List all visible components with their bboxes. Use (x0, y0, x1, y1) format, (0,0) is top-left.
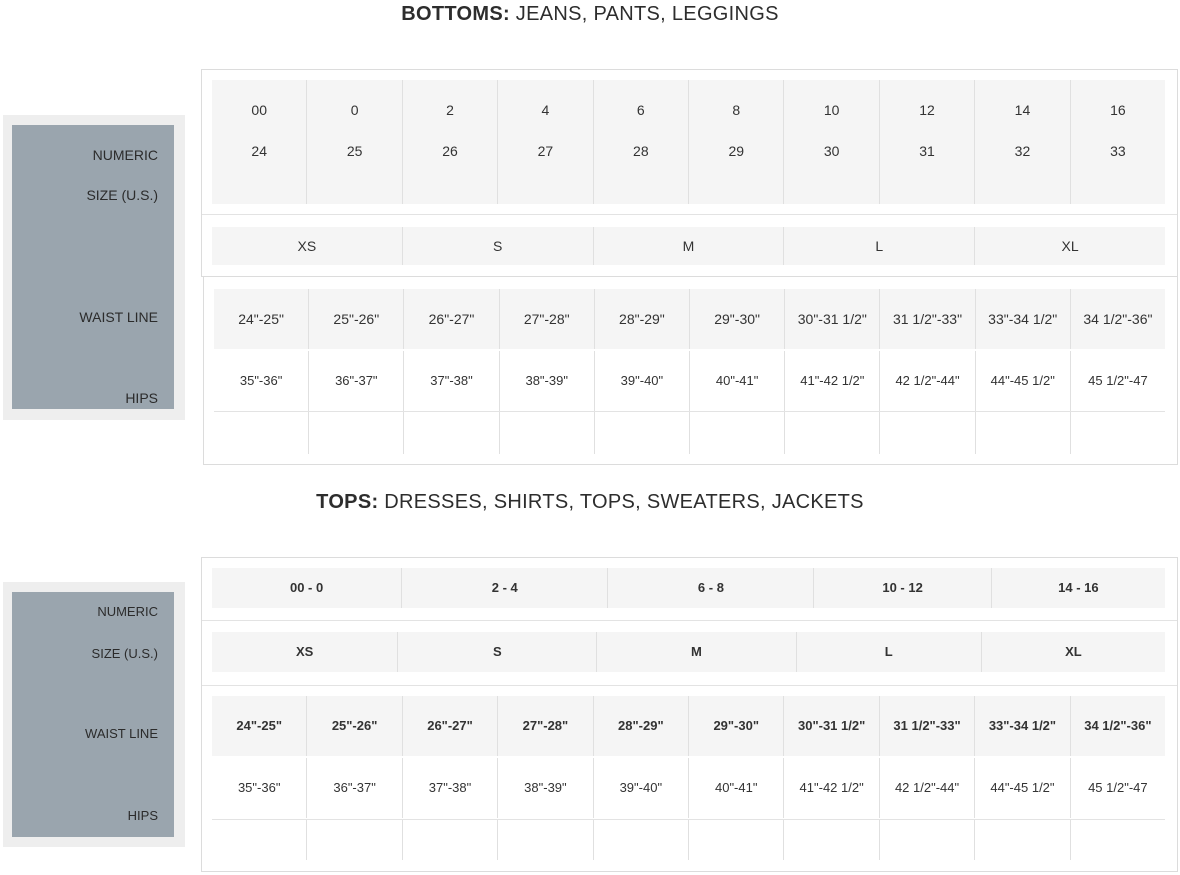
empty-cell (403, 820, 498, 860)
bottoms-hips-cell: 40"-41" (690, 351, 785, 411)
empty-cell (785, 412, 880, 454)
bottoms-hips-cell: 35"-36" (214, 351, 309, 411)
tops-numeric-cell: 2 - 4 (402, 568, 608, 608)
empty-cell (404, 412, 499, 454)
tops-size-label: SIZE (U.S.) (91, 646, 158, 661)
bottoms-hips-cell: 45 1/2"-47 (1088, 373, 1148, 388)
tops-letter-cell: M (597, 632, 796, 672)
bottoms-size-label: SIZE (U.S.) (86, 187, 158, 203)
tops-divider-2 (202, 685, 1177, 686)
empty-cell (976, 412, 1071, 454)
empty-cell (880, 820, 975, 860)
tops-hips-cell: 41"-42 1/2" (784, 758, 879, 818)
tops-waist-cell: 24"-25" (212, 696, 307, 756)
tops-waist-label: WAIST LINE (85, 726, 158, 741)
tops-letter-cell: XL (1065, 644, 1082, 659)
tops-waist-cell: 26"-27" (403, 696, 498, 756)
bottoms-numeric-cell: 8 29 (689, 80, 784, 204)
empty-cell (1071, 412, 1165, 454)
empty-cell (500, 412, 595, 454)
bottoms-title (0, 3, 1180, 26)
bottoms-numeric-cell: 14 32 (975, 80, 1070, 204)
tops-hips-cell: 45 1/2"-47 (1088, 780, 1148, 795)
bottoms-waist-cell: 25"-26" (309, 289, 404, 349)
tops-letter-cell: L (797, 632, 982, 672)
tops-waist-cell: 25"-26" (307, 696, 402, 756)
bottoms-hips-cell: 39"-40" (595, 351, 690, 411)
bottoms-title-rest: JEANS, PANTS, LEGGINGS (509, 3, 779, 25)
bottoms-numeric-row (212, 80, 1165, 204)
bottoms-title-bold: BOTTOMS: (401, 3, 510, 25)
bottoms-side-label (12, 125, 174, 409)
bottoms-waist-cell: 30"-31 1/2" (785, 289, 880, 349)
tops-side-label (12, 592, 174, 837)
tops-waist-cell: 28"-29" (594, 696, 689, 756)
bottoms-numeric-cell: 16 33 (1110, 102, 1126, 159)
tops-letter-row (212, 632, 1165, 672)
tops-hips-cell: 39"-40" (594, 758, 689, 818)
tops-numeric-row (212, 568, 1165, 608)
bottoms-waist-label: WAIST LINE (79, 309, 158, 325)
tops-hips-label: HIPS (127, 808, 158, 823)
tops-hips-cell: 36"-37" (307, 758, 402, 818)
tops-numeric-label: NUMERIC (97, 604, 158, 619)
tops-hips-cell: 42 1/2"-44" (880, 758, 975, 818)
tops-title-bold: TOPS: (316, 491, 379, 513)
bottoms-numeric-cell: 10 30 (784, 80, 879, 204)
tops-numeric-cell: 14 - 16 (1058, 580, 1099, 595)
empty-cell (690, 412, 785, 454)
tops-waist-cell: 31 1/2"-33" (880, 696, 975, 756)
bottoms-letter-row (212, 227, 1165, 265)
empty-cell (214, 412, 309, 454)
bottoms-waist-cell: 27"-28" (500, 289, 595, 349)
bottoms-hips-row (214, 351, 1165, 411)
bottoms-hips-cell: 41"-42 1/2" (785, 351, 880, 411)
tops-letter-cell: XS (212, 632, 398, 672)
empty-cell (689, 820, 784, 860)
bottoms-numeric-cell: 12 31 (880, 80, 975, 204)
tops-waist-cell: 34 1/2"-36" (1084, 718, 1152, 733)
bottoms-waist-cell: 34 1/2"-36" (1083, 311, 1153, 327)
tops-hips-cell: 44"-45 1/2" (975, 758, 1070, 818)
bottoms-waist-cell: 29"-30" (690, 289, 785, 349)
tops-letter-cell: S (398, 632, 597, 672)
bottoms-divider (202, 214, 1177, 215)
bottoms-waist-cell: 31 1/2"-33" (880, 289, 975, 349)
empty-cell (212, 820, 307, 860)
bottoms-numeric-label: NUMERIC (92, 147, 158, 163)
empty-cell (498, 820, 593, 860)
empty-cell (309, 412, 404, 454)
bottoms-letter-cell: XL (1061, 238, 1079, 254)
bottoms-letter-cell: L (784, 227, 975, 265)
bottoms-hips-cell: 42 1/2"-44" (880, 351, 975, 411)
tops-waist-row (212, 696, 1165, 756)
bottoms-numeric-cell: 00 24 (212, 80, 307, 204)
tops-hips-cell: 40"-41" (689, 758, 784, 818)
bottoms-numeric-cell: 0 25 (307, 80, 402, 204)
tops-hips-cell: 35"-36" (212, 758, 307, 818)
bottoms-numeric-cell: 6 28 (594, 80, 689, 204)
empty-cell (1071, 820, 1165, 860)
empty-cell (595, 412, 690, 454)
tops-numeric-cell: 10 - 12 (814, 568, 991, 608)
bottoms-hips-cell: 36"-37" (309, 351, 404, 411)
bottoms-hips-cell: 38"-39" (500, 351, 595, 411)
bottoms-letter-cell: XS (212, 227, 403, 265)
empty-cell (594, 820, 689, 860)
bottoms-empty-row (214, 412, 1165, 454)
tops-divider (202, 620, 1177, 621)
bottoms-letter-cell: M (594, 227, 785, 265)
empty-cell (975, 820, 1070, 860)
bottoms-hips-cell: 37"-38" (404, 351, 499, 411)
empty-cell (880, 412, 975, 454)
tops-hips-row (212, 758, 1165, 818)
tops-numeric-cell: 6 - 8 (608, 568, 814, 608)
tops-side-panel (3, 582, 185, 847)
empty-cell (307, 820, 402, 860)
bottoms-hips-label: HIPS (125, 390, 158, 406)
tops-hips-cell: 38"-39" (498, 758, 593, 818)
bottoms-waist-cell: 28"-29" (595, 289, 690, 349)
tops-title-rest: DRESSES, SHIRTS, TOPS, SWEATERS, JACKETS (378, 491, 864, 513)
empty-cell (784, 820, 879, 860)
bottoms-waist-cell: 24"-25" (214, 289, 309, 349)
bottoms-numeric-cell: 4 27 (498, 80, 593, 204)
tops-waist-cell: 29"-30" (689, 696, 784, 756)
bottoms-waist-row (214, 289, 1165, 349)
bottoms-side-panel (3, 115, 185, 420)
tops-waist-cell: 30"-31 1/2" (784, 696, 879, 756)
bottoms-numeric-cell: 2 26 (403, 80, 498, 204)
bottoms-letter-cell: S (403, 227, 594, 265)
bottoms-waist-cell: 33"-34 1/2" (976, 289, 1071, 349)
bottoms-hips-cell: 44"-45 1/2" (976, 351, 1071, 411)
bottoms-waist-cell: 26"-27" (404, 289, 499, 349)
tops-numeric-cell: 00 - 0 (212, 568, 402, 608)
tops-hips-cell: 37"-38" (403, 758, 498, 818)
tops-empty-row (212, 820, 1165, 860)
tops-waist-cell: 27"-28" (498, 696, 593, 756)
tops-title (0, 491, 1180, 514)
tops-waist-cell: 33"-34 1/2" (975, 696, 1070, 756)
